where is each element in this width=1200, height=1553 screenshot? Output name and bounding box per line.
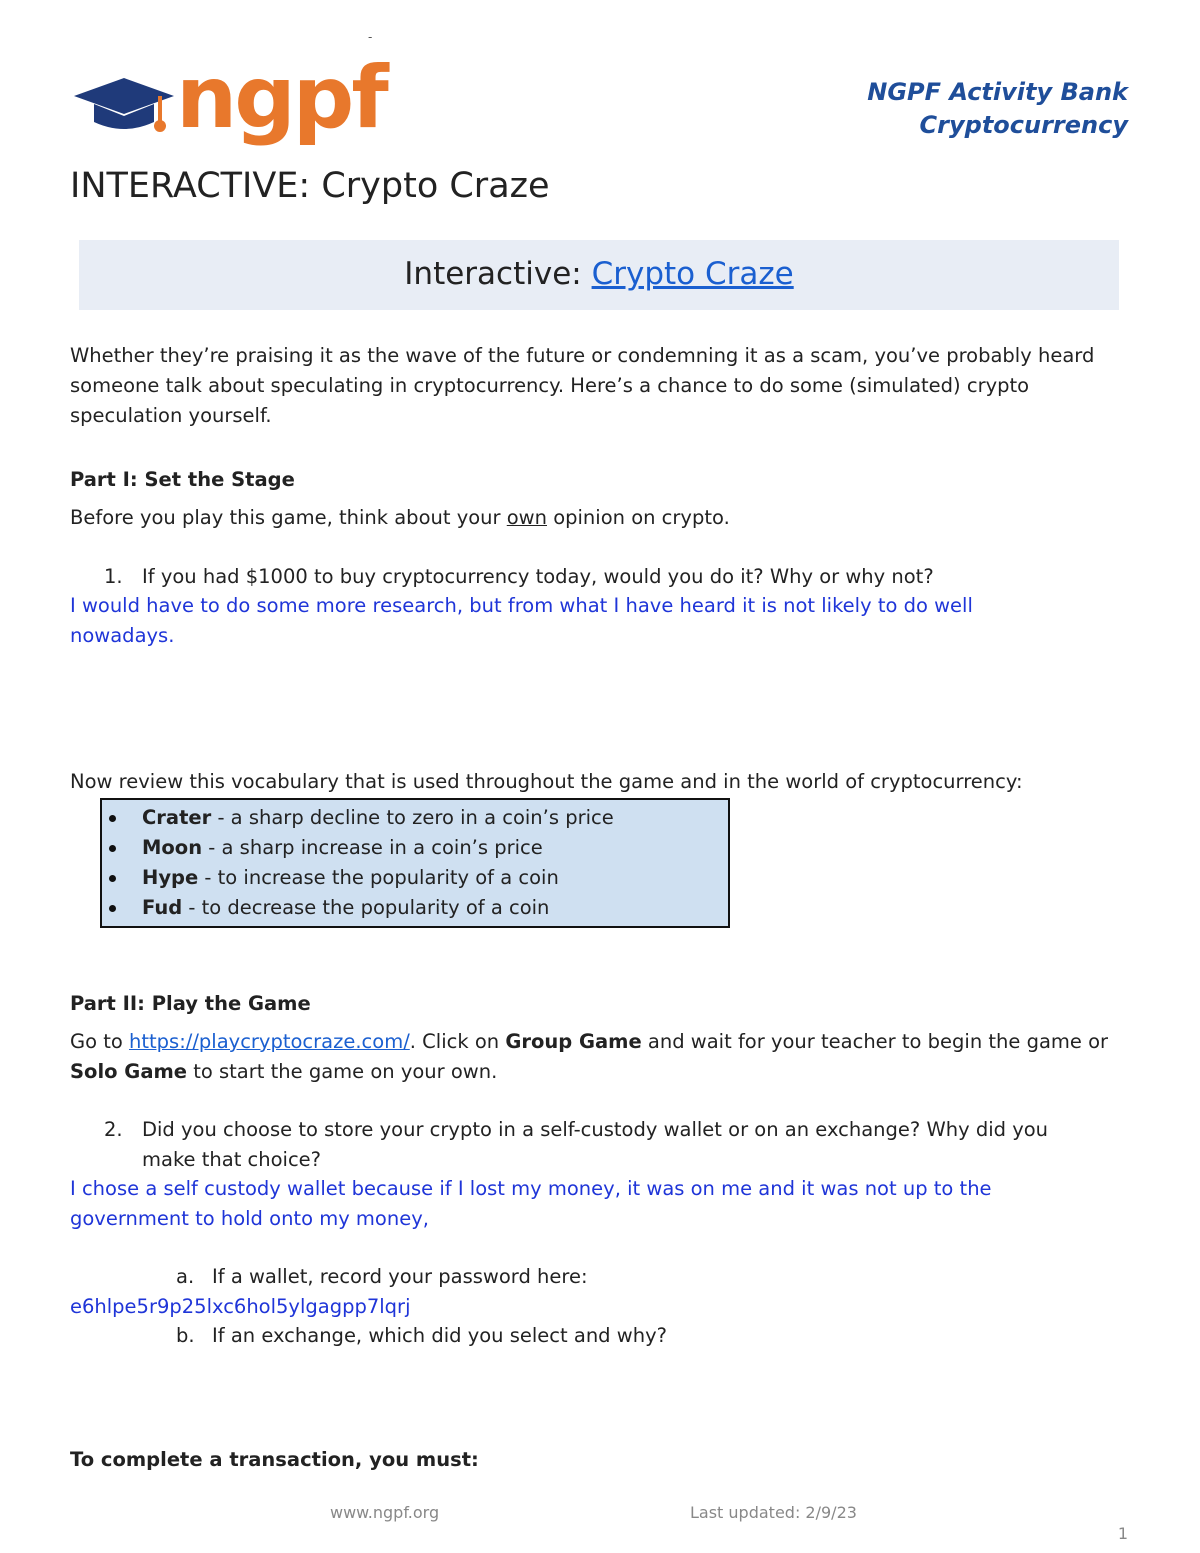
solo-text: to start the game on your own. xyxy=(187,1060,498,1083)
playcryptocraze-link[interactable]: https://playcryptocraze.com/ xyxy=(129,1030,410,1053)
page-number: 1 xyxy=(1117,1524,1128,1543)
vocab-term: Moon xyxy=(142,836,203,859)
go-to-text: Go to xyxy=(70,1030,130,1053)
transaction-heading: To complete a transaction, you must: xyxy=(70,1448,479,1471)
question-2-text: Did you choose to store your crypto in a self-custody wallet or on an exchange? Why did you make that choice? xyxy=(142,1118,1049,1171)
vocab-term: Crater xyxy=(142,806,212,829)
vocab-definition: - a sharp decline to zero in a coin’s price xyxy=(211,806,614,829)
vocab-term: Hype xyxy=(142,866,199,889)
bullet-icon xyxy=(109,845,116,852)
part1-lead-underlined: own xyxy=(506,506,547,529)
part2-instructions xyxy=(70,1027,1130,1087)
bullet-icon xyxy=(109,905,116,912)
vocab-term: Fud xyxy=(142,896,183,919)
group-game-label: Group Game xyxy=(505,1030,642,1053)
question-2b-label: b. xyxy=(176,1324,195,1347)
part1-lead-before: Before you play this game, think about your xyxy=(70,506,507,529)
activity-bank-title: NGPF Activity Bank xyxy=(867,78,1128,106)
logo-wordmark: ngpf xyxy=(176,48,386,148)
graduation-cap-icon xyxy=(72,74,176,144)
vocab-definition: - to increase the popularity of a coin xyxy=(198,866,559,889)
ngpf-logo xyxy=(72,48,386,150)
activity-bank-subject: Cryptocurrency xyxy=(919,111,1128,139)
question-1-answer[interactable]: I would have to do some more research, but from what I have heard it is not likely to do well nowadays. xyxy=(70,594,973,647)
page-title: INTERACTIVE: Crypto Craze xyxy=(70,166,550,206)
question-2-answer[interactable]: I chose a self custody wallet because if I lost my money, it was on me and it was not up to the government to hold onto my money, xyxy=(70,1177,992,1230)
footer-website: www.ngpf.org xyxy=(330,1503,440,1522)
question-2a-text: If a wallet, record your password here: xyxy=(212,1265,588,1288)
question-1-text: If you had $1000 to buy cryptocurrency today, would you do it? Why or why not? xyxy=(142,565,934,588)
interactive-banner xyxy=(79,240,1119,310)
banner-prefix: Interactive: xyxy=(404,256,592,292)
vocab-box xyxy=(100,798,730,928)
question-1-number: 1. xyxy=(104,565,123,588)
question-2b-text: If an exchange, which did you select and why? xyxy=(212,1324,667,1347)
vocab-definition: - a sharp increase in a coin’s price xyxy=(202,836,543,859)
part1-lead xyxy=(70,503,1130,533)
wallet-password-answer[interactable]: e6hlpe5r9p25lxc6hol5ylgagpp7lqrj xyxy=(70,1295,411,1318)
wait-text: and wait for your teacher to begin the game or xyxy=(641,1030,1109,1053)
bullet-icon xyxy=(109,815,116,822)
bullet-icon xyxy=(109,875,116,882)
click-on-text: . Click on xyxy=(409,1030,506,1053)
solo-game-label: Solo Game xyxy=(70,1060,188,1083)
crypto-craze-link[interactable]: Crypto Craze xyxy=(591,256,794,292)
intro-paragraph: Whether they’re praising it as the wave of the future or condemning it as a scam, you’ve probably heard someone talk about speculating in cryptocurrency. Here’s a chance to do some (simulated) crypto speculation yourself. xyxy=(70,344,1095,427)
stray-mark: - xyxy=(368,30,373,44)
part1-lead-after: opinion on crypto. xyxy=(547,506,730,529)
vocab-definition: - to decrease the popularity of a coin xyxy=(182,896,550,919)
part2-heading: Part II: Play the Game xyxy=(70,992,311,1015)
part1-heading: Part I: Set the Stage xyxy=(70,468,295,491)
vocab-intro: Now review this vocabulary that is used throughout the game and in the world of cryptocurrency: xyxy=(70,770,1023,793)
activity-bank-header xyxy=(867,76,1128,142)
footer-updated: Last updated: 2/9/23 xyxy=(690,1503,857,1522)
question-2-number: 2. xyxy=(104,1118,123,1141)
question-2a-label: a. xyxy=(176,1265,195,1288)
